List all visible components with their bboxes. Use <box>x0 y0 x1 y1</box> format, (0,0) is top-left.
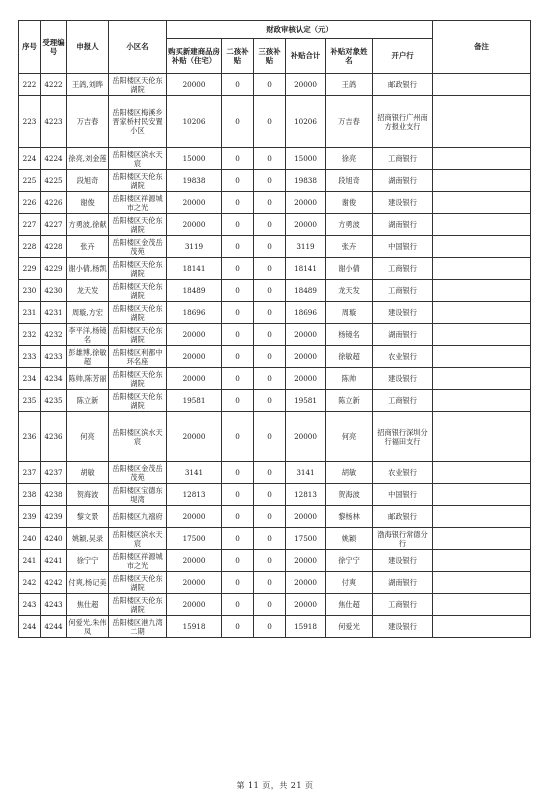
cell-bank: 建设银行 <box>373 368 433 390</box>
cell-community: 岳阳楼区天伦东湖院 <box>109 302 167 324</box>
cell-purchase-subsidy: 15000 <box>167 148 222 170</box>
header-second-child: 二孩补贴 <box>222 39 254 74</box>
cell-second-child: 0 <box>222 412 254 462</box>
cell-subsidy-total: 18141 <box>286 258 326 280</box>
cell-community: 岳阳楼区金茂岳茂苑 <box>109 236 167 258</box>
cell-remark <box>433 528 531 550</box>
cell-subsidy-total: 19838 <box>286 170 326 192</box>
cell-bank: 中国银行 <box>373 236 433 258</box>
cell-acceptance-no: 4231 <box>41 302 67 324</box>
cell-purchase-subsidy: 20000 <box>167 368 222 390</box>
cell-community: 岳阳楼区天伦东湖院 <box>109 572 167 594</box>
cell-applicant: 方勇波,徐献 <box>67 214 109 236</box>
cell-community: 岳阳楼区天伦东湖院 <box>109 280 167 302</box>
cell-third-child: 0 <box>254 368 286 390</box>
cell-seq: 240 <box>19 528 41 550</box>
table-row <box>19 550 531 572</box>
cell-seq: 236 <box>19 412 41 462</box>
cell-acceptance-no: 4243 <box>41 594 67 616</box>
table-row <box>19 368 531 390</box>
cell-subsidy-total: 19581 <box>286 390 326 412</box>
cell-second-child: 0 <box>222 346 254 368</box>
cell-third-child: 0 <box>254 96 286 148</box>
cell-seq: 226 <box>19 192 41 214</box>
cell-applicant: 王鸽,刘晔 <box>67 74 109 96</box>
table-row <box>19 74 531 96</box>
cell-bank: 邮政银行 <box>373 506 433 528</box>
cell-subsidy-total: 18696 <box>286 302 326 324</box>
cell-seq: 237 <box>19 462 41 484</box>
cell-target-name: 何爱光 <box>326 616 373 638</box>
table-row <box>19 236 531 258</box>
page-footer: 第 11 页，共 21 页 <box>236 781 314 790</box>
table-row <box>19 302 531 324</box>
cell-target-name: 万吉春 <box>326 96 373 148</box>
cell-purchase-subsidy: 3141 <box>167 462 222 484</box>
cell-third-child: 0 <box>254 412 286 462</box>
cell-subsidy-total: 20000 <box>286 346 326 368</box>
cell-applicant: 彭雄博,徐敏超 <box>68 347 107 366</box>
cell-applicant: 谢俊 <box>67 192 109 214</box>
cell-subsidy-total: 20000 <box>286 214 326 236</box>
table-row <box>19 412 531 462</box>
cell-target-name: 贺海波 <box>326 484 373 506</box>
cell-bank: 渤海银行常德分行 <box>373 528 433 550</box>
cell-second-child: 0 <box>222 302 254 324</box>
cell-community: 岳阳楼区天伦东湖院 <box>109 170 167 192</box>
cell-remark <box>433 572 531 594</box>
cell-seq: 232 <box>19 324 41 346</box>
cell-target-name: 徐敏超 <box>326 346 373 368</box>
cell-second-child: 0 <box>222 368 254 390</box>
cell-second-child: 0 <box>222 324 254 346</box>
cell-second-child: 0 <box>222 280 254 302</box>
cell-third-child: 0 <box>254 324 286 346</box>
cell-bank: 中国银行 <box>373 484 433 506</box>
cell-third-child: 0 <box>254 616 286 638</box>
cell-seq: 233 <box>19 346 41 368</box>
cell-applicant: 万吉春 <box>67 96 109 148</box>
cell-community: 岳阳楼区天伦东湖院 <box>109 324 167 346</box>
header-community: 小区名 <box>109 21 167 74</box>
cell-bank: 农业银行 <box>373 346 433 368</box>
cell-community: 岳阳楼区宝德东堤湾 <box>109 484 167 506</box>
cell-subsidy-total: 20000 <box>286 594 326 616</box>
cell-bank: 建设银行 <box>373 616 433 638</box>
subsidy-table-sheet <box>18 20 530 638</box>
table-body <box>19 74 531 638</box>
cell-remark <box>433 148 531 170</box>
table-row <box>19 280 531 302</box>
cell-remark <box>433 170 531 192</box>
cell-target-name: 何亮 <box>326 412 373 462</box>
table-row <box>19 346 531 368</box>
cell-remark <box>433 74 531 96</box>
table-row <box>19 390 531 412</box>
cell-purchase-subsidy: 3119 <box>167 236 222 258</box>
cell-community: 岳阳楼区天伦东湖院 <box>109 390 167 412</box>
cell-second-child: 0 <box>222 390 254 412</box>
cell-target-name: 周璇 <box>326 302 373 324</box>
cell-seq: 244 <box>19 616 41 638</box>
table-row <box>19 324 531 346</box>
cell-acceptance-no: 4238 <box>41 484 67 506</box>
cell-seq: 243 <box>19 594 41 616</box>
cell-acceptance-no: 4233 <box>41 346 67 368</box>
cell-seq: 222 <box>19 74 41 96</box>
cell-second-child: 0 <box>222 528 254 550</box>
cell-acceptance-no: 4229 <box>41 258 67 280</box>
cell-remark <box>433 616 531 638</box>
cell-third-child: 0 <box>254 484 286 506</box>
cell-seq: 235 <box>19 390 41 412</box>
cell-purchase-subsidy: 10206 <box>167 96 222 148</box>
cell-remark <box>433 550 531 572</box>
cell-applicant: 陈帅,陈芳丽 <box>67 368 109 390</box>
cell-seq: 234 <box>19 368 41 390</box>
cell-seq: 228 <box>19 236 41 258</box>
cell-bank: 工商银行 <box>373 594 433 616</box>
cell-subsidy-total: 3141 <box>286 462 326 484</box>
cell-remark <box>433 412 531 462</box>
cell-acceptance-no: 4230 <box>41 280 67 302</box>
cell-acceptance-no: 4228 <box>41 236 67 258</box>
cell-target-name: 黎杨林 <box>326 506 373 528</box>
cell-subsidy-total: 20000 <box>286 412 326 462</box>
cell-target-name: 陈帅 <box>326 368 373 390</box>
cell-purchase-subsidy: 20000 <box>167 550 222 572</box>
header-acceptance-no: 受理编号 <box>41 21 67 74</box>
cell-community: 岳阳楼区祥源城市之光 <box>109 550 167 572</box>
cell-acceptance-no: 4237 <box>41 462 67 484</box>
cell-seq: 230 <box>19 280 41 302</box>
cell-seq: 225 <box>19 170 41 192</box>
cell-community: 岳阳楼区滨水天宸 <box>109 528 167 550</box>
cell-bank: 湖南银行 <box>373 214 433 236</box>
cell-remark <box>433 346 531 368</box>
cell-applicant: 姚颖,吴录 <box>67 528 109 550</box>
cell-third-child: 0 <box>254 170 286 192</box>
cell-seq: 239 <box>19 506 41 528</box>
cell-third-child: 0 <box>254 192 286 214</box>
cell-bank: 湖南银行 <box>373 324 433 346</box>
cell-remark <box>433 236 531 258</box>
cell-purchase-subsidy: 17500 <box>167 528 222 550</box>
cell-acceptance-no: 4226 <box>41 192 67 214</box>
cell-subsidy-total: 20000 <box>286 506 326 528</box>
cell-second-child: 0 <box>222 258 254 280</box>
cell-subsidy-total: 20000 <box>286 572 326 594</box>
table-row <box>19 594 531 616</box>
table-header <box>19 21 531 74</box>
subsidy-table <box>18 20 531 638</box>
cell-subsidy-total: 20000 <box>286 74 326 96</box>
cell-subsidy-total: 20000 <box>286 368 326 390</box>
cell-applicant: 周璇,方宏 <box>67 302 109 324</box>
cell-purchase-subsidy: 18696 <box>167 302 222 324</box>
cell-remark <box>433 594 531 616</box>
table-row <box>19 572 531 594</box>
cell-subsidy-total: 15000 <box>286 148 326 170</box>
header-remark: 备注 <box>433 21 531 74</box>
cell-target-name: 焦仕超 <box>326 594 373 616</box>
cell-bank: 邮政银行 <box>373 74 433 96</box>
cell-acceptance-no: 4239 <box>41 506 67 528</box>
cell-acceptance-no: 4224 <box>41 148 67 170</box>
cell-third-child: 0 <box>254 572 286 594</box>
cell-third-child: 0 <box>254 74 286 96</box>
cell-purchase-subsidy: 12813 <box>167 484 222 506</box>
cell-community: 岳阳楼区滨水天宸 <box>109 412 167 462</box>
cell-bank: 建设银行 <box>373 192 433 214</box>
cell-target-name: 付爽 <box>326 572 373 594</box>
cell-second-child: 0 <box>222 170 254 192</box>
cell-applicant: 焦仕超 <box>67 594 109 616</box>
cell-bank: 湖南银行 <box>373 572 433 594</box>
cell-second-child: 0 <box>222 594 254 616</box>
cell-subsidy-total: 3119 <box>286 236 326 258</box>
cell-applicant: 龙天发 <box>67 280 109 302</box>
header-third-child: 三孩补贴 <box>254 39 286 74</box>
cell-remark <box>433 214 531 236</box>
cell-second-child: 0 <box>222 192 254 214</box>
cell-target-name: 胡敏 <box>326 462 373 484</box>
cell-remark <box>433 324 531 346</box>
cell-community: 岳阳楼区金茂岳茂苑 <box>109 462 167 484</box>
table-row <box>19 484 531 506</box>
cell-bank: 建设银行 <box>373 550 433 572</box>
cell-second-child: 0 <box>222 506 254 528</box>
cell-purchase-subsidy: 20000 <box>167 192 222 214</box>
cell-community: 岳阳楼区祥源城市之光 <box>109 192 167 214</box>
cell-target-name: 姚颖 <box>326 528 373 550</box>
cell-seq: 238 <box>19 484 41 506</box>
cell-community: 岳阳楼区九禧府 <box>109 506 167 528</box>
cell-purchase-subsidy: 20000 <box>167 214 222 236</box>
cell-purchase-subsidy: 18141 <box>167 258 222 280</box>
cell-seq: 229 <box>19 258 41 280</box>
cell-applicant: 何爱光,朱伟凤 <box>68 617 107 636</box>
cell-second-child: 0 <box>222 148 254 170</box>
cell-applicant: 段旭奇 <box>67 170 109 192</box>
cell-seq: 242 <box>19 572 41 594</box>
cell-seq: 241 <box>19 550 41 572</box>
cell-applicant: 徐宁宁 <box>67 550 109 572</box>
cell-third-child: 0 <box>254 594 286 616</box>
header-fiscal-review: 财政审核认定（元） <box>167 21 433 39</box>
cell-community: 岳阳楼区利都中环名座 <box>109 346 167 368</box>
cell-third-child: 0 <box>254 214 286 236</box>
cell-acceptance-no: 4222 <box>41 74 67 96</box>
cell-bank: 招商银行深圳分行福田支行 <box>373 412 433 462</box>
cell-applicant: 胡敏 <box>67 462 109 484</box>
cell-bank: 工商银行 <box>373 390 433 412</box>
cell-remark <box>433 390 531 412</box>
cell-subsidy-total: 20000 <box>286 550 326 572</box>
cell-purchase-subsidy: 18489 <box>167 280 222 302</box>
cell-applicant: 黎文景 <box>67 506 109 528</box>
cell-community: 岳阳楼区天伦东湖院 <box>109 258 167 280</box>
cell-community: 岳阳楼区天伦东湖院 <box>109 368 167 390</box>
cell-community: 岳阳楼区天伦东湖院 <box>109 74 167 96</box>
cell-target-name: 王鸽 <box>326 74 373 96</box>
cell-subsidy-total: 15918 <box>286 616 326 638</box>
header-purchase-subsidy: 购买新建商品房补贴（住宅） <box>167 39 222 74</box>
cell-acceptance-no: 4242 <box>41 572 67 594</box>
cell-acceptance-no: 4244 <box>41 616 67 638</box>
cell-remark <box>433 462 531 484</box>
header-subsidy-total: 补贴合计 <box>286 39 326 74</box>
cell-bank: 招商银行广州南方报业支行 <box>373 96 433 148</box>
cell-purchase-subsidy: 20000 <box>167 324 222 346</box>
cell-target-name: 龙天发 <box>326 280 373 302</box>
table-row <box>19 462 531 484</box>
cell-purchase-subsidy: 19838 <box>167 170 222 192</box>
cell-acceptance-no: 4232 <box>41 324 67 346</box>
cell-community: 岳阳楼区梅溪乡晋家桥村民安置小区 <box>109 96 167 148</box>
cell-seq: 231 <box>19 302 41 324</box>
cell-acceptance-no: 4223 <box>41 96 67 148</box>
cell-third-child: 0 <box>254 506 286 528</box>
cell-remark <box>433 258 531 280</box>
cell-remark <box>433 506 531 528</box>
cell-bank: 工商银行 <box>373 258 433 280</box>
table-row <box>19 258 531 280</box>
cell-applicant: 谢小倩,杨凯 <box>67 258 109 280</box>
table-row <box>19 96 531 148</box>
cell-remark <box>433 302 531 324</box>
header-bank: 开户行 <box>373 39 433 74</box>
cell-subsidy-total: 10206 <box>286 96 326 148</box>
cell-acceptance-no: 4227 <box>41 214 67 236</box>
cell-third-child: 0 <box>254 390 286 412</box>
cell-third-child: 0 <box>254 462 286 484</box>
cell-third-child: 0 <box>254 550 286 572</box>
cell-third-child: 0 <box>254 346 286 368</box>
cell-second-child: 0 <box>222 462 254 484</box>
table-row <box>19 528 531 550</box>
cell-target-name: 陈立新 <box>326 390 373 412</box>
cell-applicant: 陈立新 <box>67 390 109 412</box>
cell-community: 岳阳楼区滨水天宸 <box>109 148 167 170</box>
table-row <box>19 214 531 236</box>
cell-bank: 建设银行 <box>373 302 433 324</box>
cell-remark <box>433 368 531 390</box>
cell-bank: 湖南银行 <box>373 170 433 192</box>
table-row <box>19 192 531 214</box>
cell-purchase-subsidy: 15918 <box>167 616 222 638</box>
cell-seq: 224 <box>19 148 41 170</box>
cell-target-name: 杨镜名 <box>326 324 373 346</box>
cell-third-child: 0 <box>254 528 286 550</box>
cell-remark <box>433 192 531 214</box>
cell-seq: 223 <box>19 96 41 148</box>
cell-third-child: 0 <box>254 236 286 258</box>
cell-subsidy-total: 12813 <box>286 484 326 506</box>
cell-remark <box>433 484 531 506</box>
cell-target-name: 方勇波 <box>326 214 373 236</box>
cell-second-child: 0 <box>222 96 254 148</box>
cell-purchase-subsidy: 20000 <box>167 346 222 368</box>
cell-subsidy-total: 18489 <box>286 280 326 302</box>
cell-applicant: 付爽,杨记美 <box>67 572 109 594</box>
cell-purchase-subsidy: 20000 <box>167 594 222 616</box>
cell-target-name: 张卉 <box>326 236 373 258</box>
cell-bank: 工商银行 <box>373 280 433 302</box>
cell-applicant: 贺海波 <box>67 484 109 506</box>
cell-target-name: 谢小倩 <box>326 258 373 280</box>
cell-acceptance-no: 4240 <box>41 528 67 550</box>
cell-third-child: 0 <box>254 258 286 280</box>
cell-bank: 工商银行 <box>373 148 433 170</box>
table-row <box>19 148 531 170</box>
cell-purchase-subsidy: 20000 <box>167 412 222 462</box>
cell-applicant: 张卉 <box>67 236 109 258</box>
cell-second-child: 0 <box>222 236 254 258</box>
table-row <box>19 616 531 638</box>
cell-community: 岳阳楼区天伦东湖院 <box>109 214 167 236</box>
cell-second-child: 0 <box>222 74 254 96</box>
cell-third-child: 0 <box>254 302 286 324</box>
cell-community: 岳阳楼区港九湾二期 <box>109 616 167 638</box>
cell-target-name: 谢俊 <box>326 192 373 214</box>
cell-applicant: 徐亮,刘金莲 <box>67 148 109 170</box>
cell-purchase-subsidy: 20000 <box>167 572 222 594</box>
cell-bank: 农业银行 <box>373 462 433 484</box>
table-row <box>19 170 531 192</box>
cell-second-child: 0 <box>222 616 254 638</box>
cell-acceptance-no: 4241 <box>41 550 67 572</box>
cell-purchase-subsidy: 20000 <box>167 506 222 528</box>
cell-subsidy-total: 20000 <box>286 324 326 346</box>
cell-subsidy-total: 17500 <box>286 528 326 550</box>
cell-second-child: 0 <box>222 214 254 236</box>
header-applicant: 申报人 <box>67 21 109 74</box>
cell-second-child: 0 <box>222 550 254 572</box>
table-row <box>19 506 531 528</box>
cell-third-child: 0 <box>254 280 286 302</box>
cell-purchase-subsidy: 19581 <box>167 390 222 412</box>
cell-target-name: 段旭奇 <box>326 170 373 192</box>
header-target-name: 补贴对象姓名 <box>326 39 373 74</box>
cell-third-child: 0 <box>254 148 286 170</box>
cell-acceptance-no: 4225 <box>41 170 67 192</box>
cell-acceptance-no: 4234 <box>41 368 67 390</box>
cell-applicant: 李平洋,杨镜名 <box>68 325 107 344</box>
cell-second-child: 0 <box>222 484 254 506</box>
cell-seq: 227 <box>19 214 41 236</box>
cell-target-name: 徐宁宁 <box>326 550 373 572</box>
cell-community: 岳阳楼区天伦东湖院 <box>109 594 167 616</box>
cell-second-child: 0 <box>222 572 254 594</box>
cell-remark <box>433 96 531 148</box>
cell-applicant: 何亮 <box>67 412 109 462</box>
cell-target-name: 徐亮 <box>326 148 373 170</box>
cell-acceptance-no: 4236 <box>41 412 67 462</box>
header-seq: 序号 <box>19 21 41 74</box>
cell-remark <box>433 280 531 302</box>
cell-subsidy-total: 20000 <box>286 192 326 214</box>
cell-acceptance-no: 4235 <box>41 390 67 412</box>
cell-purchase-subsidy: 20000 <box>167 74 222 96</box>
